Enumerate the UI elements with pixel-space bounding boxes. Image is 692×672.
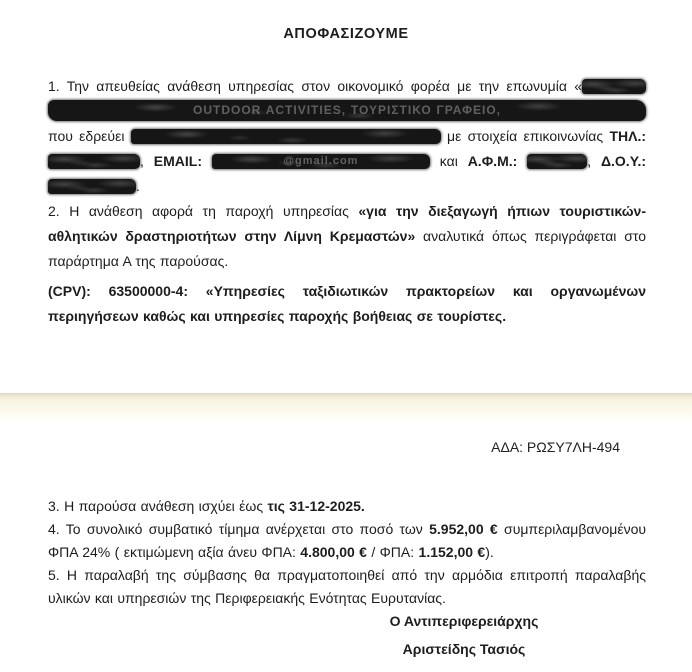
paragraph-1-direct-award	[48, 74, 646, 199]
redaction-mark	[48, 100, 646, 121]
bold-text-run: «για την διεξαγωγή ήπιων τουριστικών-αθλητικών δραστηριοτήτων στην Λίμνη Κρεμαστών»	[48, 203, 646, 244]
redaction-mark	[48, 154, 140, 169]
text-run: με στοιχεία επικοινωνίας	[440, 128, 610, 144]
bold-text-run: ΤΗΛ.:	[609, 128, 646, 144]
redaction-mark	[527, 154, 587, 169]
redaction-mark	[48, 179, 136, 194]
text-run: 1. Την απευθείας ανάθεση υπηρεσίας στον οικονομικό φορέα με την επωνυμία «	[48, 78, 582, 94]
document-page-2	[0, 423, 692, 657]
bold-text-run: 4.800,00 €	[300, 544, 367, 560]
signature-name: Αριστείδης Τασιός	[402, 641, 526, 657]
text-run: και	[429, 153, 468, 169]
redaction-mark	[582, 79, 646, 94]
text-run	[202, 153, 212, 169]
document-page-1	[0, 0, 692, 329]
signature-block	[344, 613, 584, 657]
text-run: (CPV): 63500000-4: «Υπηρεσίες ταξιδιωτικών πρακτορείων και οργανωμένων περιηγήσεων καθώς και υπηρεσίες παροχής βοήθειας σε τουρίστες.	[48, 283, 646, 324]
text-run: που εδρεύει	[48, 128, 131, 144]
text-run: ,	[587, 153, 601, 169]
page-break-band	[0, 393, 692, 423]
text-run: ,	[140, 153, 154, 169]
paragraph-cpv-code	[48, 279, 646, 329]
text-run: 4. Το συνολικό συμβατικό τίμημα ανέρχεται στο ποσό των	[48, 521, 430, 537]
text-run: .	[136, 178, 140, 194]
bold-text-run: Δ.Ο.Υ.:	[600, 153, 647, 169]
text-run: συμπεριλαμβανομένου ΦΠΑ 24% ( εκτιμώμενη αξία άνευ ΦΠΑ:	[48, 521, 647, 560]
redaction-visible-text: @gmail.com	[283, 155, 359, 167]
text-run	[517, 153, 527, 169]
bold-text-run: 1.152,00 €	[418, 544, 486, 560]
signature-title: Ο Αντιπεριφερειάρχης	[389, 613, 539, 629]
paragraph-3-validity	[48, 495, 646, 518]
paragraph-4-contract-amount	[48, 518, 646, 564]
page1-body-text	[0, 74, 692, 329]
redaction-visible-text: OUTDOOR ACTIVITIES, ΤΟΥΡΙΣΤΙΚΟ ΓΡΑΦΕΙΟ,	[192, 103, 502, 117]
paragraph-5-delivery-committee	[48, 564, 646, 610]
redaction-mark	[212, 154, 430, 169]
text-run: 5. Η παραλαβή της σύμβασης θα πραγματοποιηθεί από την αρμόδια επιτροπή παραλαβής υλικών και υπηρεσιών της Περιφερειακής Ενότητας Ευρυτανίας.	[48, 567, 646, 606]
text-run: / ΦΠΑ:	[366, 544, 419, 560]
bold-text-run: 5.952,00 €	[429, 521, 498, 537]
text-run: αναλυτικά όπως περιγράφεται στο παράρτημα Α της παρούσας.	[48, 228, 646, 269]
redaction-mark	[131, 129, 441, 144]
bold-text-run: τις 31-12-2025.	[267, 498, 365, 514]
bold-text-run: EMAIL:	[153, 153, 202, 169]
paragraph-2-service-description	[48, 199, 646, 274]
text-run: 3. Η παρούσα ανάθεση ισχύει έως	[48, 498, 268, 514]
text-run: ).	[485, 544, 494, 560]
bold-text-run: Α.Φ.Μ.:	[467, 153, 518, 169]
text-run: 2. Η ανάθεση αφορά τη παροχή υπηρεσίας	[48, 203, 359, 219]
ada-reference: ΑΔΑ: ΡΩΣΥ7ΛΗ-494	[491, 439, 620, 455]
document-title: ΑΠΟΦΑΣΙΖΟΥΜΕ	[283, 26, 409, 42]
page2-body-text	[0, 495, 692, 610]
